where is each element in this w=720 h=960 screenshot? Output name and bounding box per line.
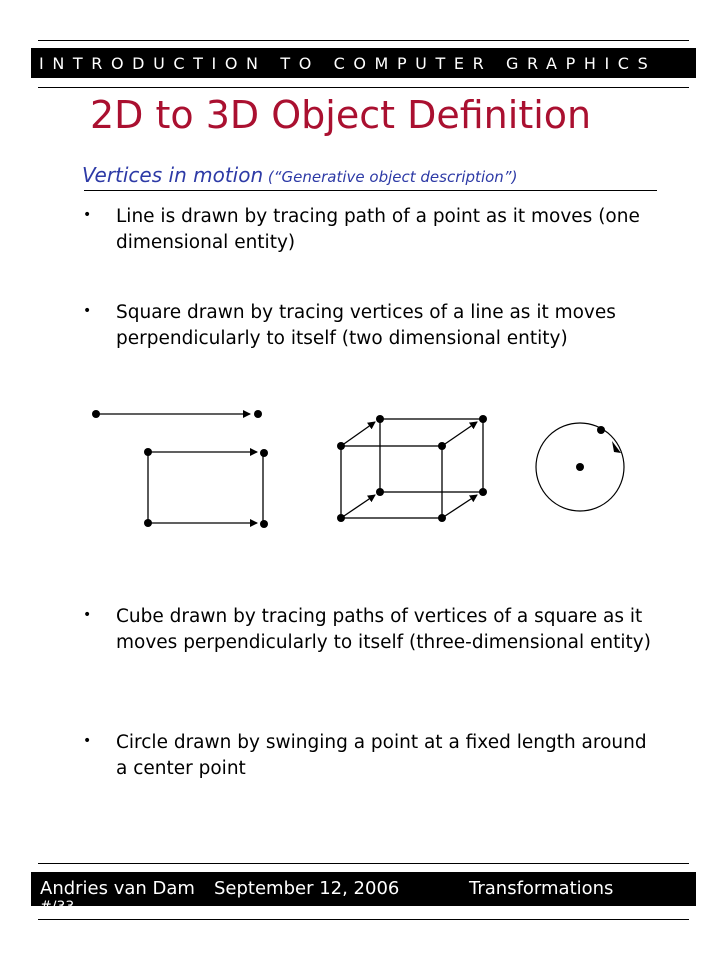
bullet-dot: • xyxy=(83,303,92,319)
bullet-dot: • xyxy=(83,207,92,223)
footer-top-rule xyxy=(38,863,689,864)
square-diagram xyxy=(144,448,268,528)
bullet-text: Circle drawn by swinging a point at a fixed length around a center point xyxy=(116,732,647,779)
footer-date: September 12, 2006 xyxy=(214,878,400,899)
footer-topic: Transformations xyxy=(469,878,614,899)
cube-diagram xyxy=(337,415,487,522)
footer-slide-number: #/33 xyxy=(40,899,75,915)
bullet-text: Square drawn by tracing vertices of a line as it moves perpendicularly to itself (two dimensional entity) xyxy=(116,302,616,349)
bullet-text: Cube drawn by tracing paths of vertices of a square as it moves perpendicularly to itself (three-dimensional entity) xyxy=(116,606,651,653)
footer-banner xyxy=(31,872,696,915)
subtitle-main: Vertices in motion xyxy=(82,163,264,187)
slide-title: 2D to 3D Object Definition xyxy=(90,93,592,137)
footer-bottom-rule xyxy=(38,919,689,920)
subtitle-note: (“Generative object description”) xyxy=(263,168,518,186)
footer-author: Andries van Dam xyxy=(40,878,195,899)
line-diagram xyxy=(92,410,262,418)
bullet-dot: • xyxy=(83,607,92,623)
bullet-text: Line is drawn by tracing path of a point as it moves (one dimensional entity) xyxy=(116,206,640,253)
bullet-dot: • xyxy=(83,733,92,749)
course-title: INTRODUCTION TO COMPUTER GRAPHICS xyxy=(39,54,657,73)
circle-diagram xyxy=(536,423,624,511)
